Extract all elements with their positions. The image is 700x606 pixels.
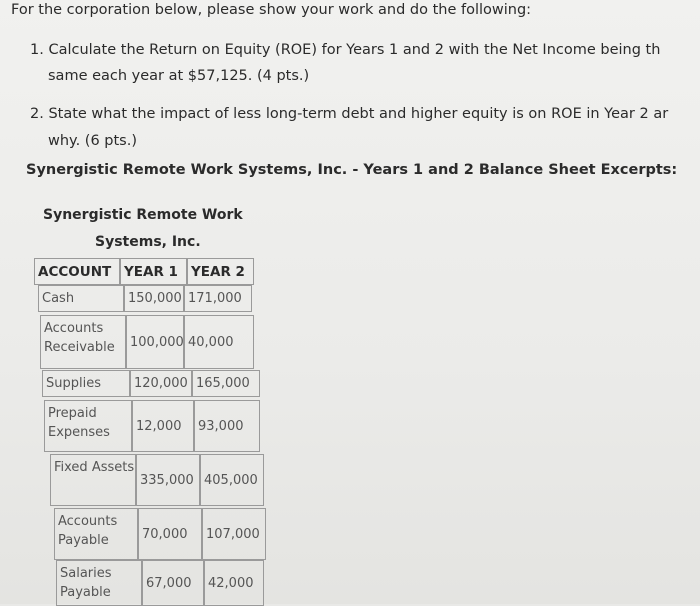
question-2-line-2: why. (6 pts.) <box>48 133 137 149</box>
account-cell: Accounts Receivable <box>40 315 126 369</box>
instructions-intro: For the corporation below, please show your work and do the following: <box>11 2 532 18</box>
header-account: ACCOUNT <box>34 258 120 285</box>
year-1-cell: 150,000 <box>124 285 184 312</box>
balance-sheet-heading: Synergistic Remote Work Systems, Inc. - Years 1 and 2 Balance Sheet Excerpts: <box>26 162 678 178</box>
account-cell: Prepaid Expenses <box>44 400 132 452</box>
header-year-1: YEAR 1 <box>120 258 187 285</box>
year-2-cell: 165,000 <box>192 370 260 397</box>
account-cell: Fixed Assets <box>50 454 136 506</box>
account-cell: Salaries Payable <box>56 560 142 606</box>
year-1-cell: 12,000 <box>132 400 194 452</box>
year-1-cell: 335,000 <box>136 454 200 506</box>
account-cell: Cash <box>38 285 124 312</box>
year-2-cell: 42,000 <box>204 560 264 606</box>
year-2-cell: 93,000 <box>194 400 260 452</box>
table-title-line-2: Systems, Inc. <box>95 234 201 250</box>
year-1-cell: 120,000 <box>130 370 192 397</box>
year-2-cell: 40,000 <box>184 315 254 369</box>
year-1-cell: 67,000 <box>142 560 204 606</box>
table-title-line-1: Synergistic Remote Work <box>43 207 243 223</box>
year-2-cell: 171,000 <box>184 285 252 312</box>
question-1-line-2: same each year at $57,125. (4 pts.) <box>48 68 310 84</box>
account-cell: Supplies <box>42 370 130 397</box>
account-cell: Accounts Payable <box>54 508 138 560</box>
question-1-line-1: 1. Calculate the Return on Equity (ROE) for Years 1 and 2 with the Net Income being th <box>30 42 661 58</box>
year-2-cell: 405,000 <box>200 454 264 506</box>
question-2-line-1: 2. State what the impact of less long-term debt and higher equity is on ROE in Year 2 ar <box>30 106 669 122</box>
year-1-cell: 100,000 <box>126 315 184 369</box>
year-2-cell: 107,000 <box>202 508 266 560</box>
year-1-cell: 70,000 <box>138 508 202 560</box>
header-year-2: YEAR 2 <box>187 258 254 285</box>
